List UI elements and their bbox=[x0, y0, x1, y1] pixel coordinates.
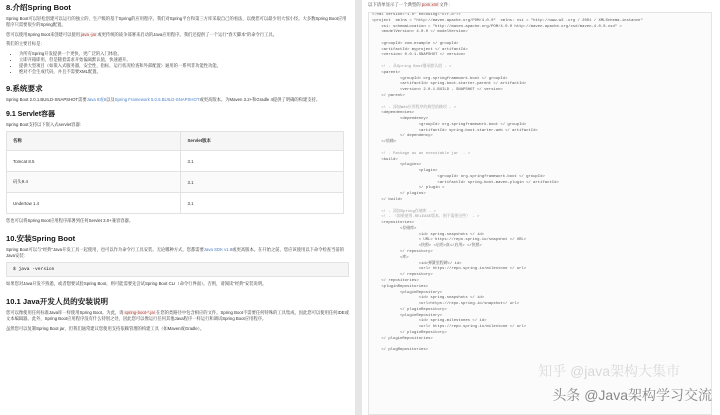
code-line: <?xml version="1.0" encoding="UTF-8"?> bbox=[372, 13, 461, 17]
code-line: <快照> <启用>真</启用> </快照> bbox=[372, 244, 482, 249]
code-line: <id> spring-snapshots </ id> bbox=[372, 296, 485, 301]
code-line: <version> 0.0.1-SNAPSHOT </ version> bbox=[372, 53, 466, 58]
inline-code-pom-xml: pom.xml bbox=[421, 2, 439, 7]
table-cell: 3.1 bbox=[181, 151, 344, 172]
code-line: <groupId> org.springframework.boot </ groupId> bbox=[372, 174, 545, 179]
code-line: <project xmlns = "http://maven.apache.org/POM/4.0.0" xmlns: xsi = "http://www.w3 .org / 2001 / XMLSchema-instance" bbox=[372, 18, 643, 23]
code-line: </ dependency> bbox=[372, 134, 433, 139]
code-line: <! - 添加Web应用程序的典型依赖项 - > bbox=[372, 105, 457, 110]
watermark-toutiao: 头条 @Java架构学习交流 bbox=[552, 387, 712, 403]
intro-paragraph-2: 您可以使用Spring Boot来创建可以使用java -jar或更传统的战争部署来启动的Java应用程序。我们还提供了一个运行"春天脚本"的命令行工具。 bbox=[6, 31, 278, 37]
code-line: </ pluginRepository> bbox=[372, 307, 447, 312]
code-line: <plugin> bbox=[372, 169, 438, 174]
java-sdk-link[interactable]: Java SDK v1.8 bbox=[203, 246, 233, 252]
java-version-command: $ java -version bbox=[6, 262, 349, 277]
goals-intro: 我们的主要目标是： bbox=[6, 41, 45, 47]
code-line: </ repository> bbox=[372, 250, 433, 255]
java-install-paragraph: 您可以像使用任何标准Java库一样使用Spring Boot。为此，请spring-boot-*.jar在您的类路径中包含相应的文件。Spring Boot不需要任何特殊的工具集成，因此您可以使用任何IDE或文本编辑器。此外，Spring Boot应用程序没有什么特别之处，因此您可以像运行任何其他Java程序一样运行和调试Spring Boot应用程序。 bbox=[6, 309, 349, 322]
code-line: </ plugin > bbox=[372, 186, 445, 191]
pom-xml-code-block bbox=[368, 12, 712, 415]
java-version-link[interactable]: Java 8或9 bbox=[86, 97, 107, 103]
column-header-servlet-version: Servlet版本 bbox=[181, 132, 344, 151]
code-line: <build> bbox=[372, 157, 398, 162]
new-to-java-paragraph: 如果您对Java开发不熟悉，或者想要试验Spring Boot，则可能需要先尝试Spring Boot CLI（命令行界面）。否则，请阅读"经典"安装说明。 bbox=[6, 281, 267, 287]
code-line: < URL> https://repo.spring.io/snapshot </ URL> bbox=[372, 238, 527, 243]
table-row bbox=[7, 193, 344, 214]
code-line: <version> 2.0.1.BUILD - SNAPSHOT </ version> bbox=[372, 88, 503, 93]
system-requirements-paragraph: Spring Boot 2.0.1.BUILD-SNAPSHOT需要Java 8或9以及Spring Framework 5.0.5.BUILD-SNAPSHOT或更高版本。为Maven 3.2+和Gradle 4提供了明确的构建支持。 bbox=[6, 97, 321, 103]
heading-system-requirements: 9.系统要求 bbox=[6, 84, 43, 94]
table-row bbox=[7, 172, 344, 193]
code-line: <modelVersion> 4.0.0 </ modelVersion> bbox=[372, 30, 468, 35]
code-line: <dependencies> bbox=[372, 111, 415, 116]
code-line: </ repositories> bbox=[372, 278, 419, 283]
code-line: <! - 添加Spring存储库 - > bbox=[372, 209, 436, 214]
code-line: <plugins> bbox=[372, 163, 422, 168]
column-header-name: 名称 bbox=[7, 132, 181, 151]
code-line: <groupId> org.springframework.boot </ groupId> bbox=[372, 122, 527, 127]
pom-intro: 以下清单显示了一个典型的pom.xml文件： bbox=[368, 2, 453, 7]
inline-code-spring-boot-jar: spring-boot-*.jar bbox=[124, 309, 156, 315]
build-tool-paragraph: 虽然您可以复制Spring Boot jar，但我们通常建议您使用支持依赖管理的构建工具（如Maven或Gradle）。 bbox=[6, 325, 205, 331]
code-line: <artifactId> myproject </ artifactId> bbox=[372, 47, 468, 52]
code-line: <artifactId> spring-boot-starter-parent </ artifactId> bbox=[372, 82, 527, 87]
code-line: <库> bbox=[372, 255, 409, 260]
left-document-page bbox=[0, 0, 355, 415]
table-cell: Tomcat 8.5 bbox=[7, 151, 181, 172]
code-line: <groupId> org.springframework.boot </ groupId> bbox=[372, 76, 508, 81]
page-divider bbox=[355, 0, 362, 415]
code-line: </依赖> bbox=[372, 140, 397, 145]
code-line: </ build> bbox=[372, 198, 403, 202]
table-row bbox=[7, 151, 344, 172]
code-line: <url>https://repo.spring.io/snapshot</ url> bbox=[372, 302, 520, 307]
code-line: <! - （如果使用.RELEASE版本，则不需要这些） - > bbox=[372, 215, 480, 220]
heading-servlet-containers: 9.1 Servlet容器 bbox=[6, 110, 56, 118]
code-line: <! - 从Spring Boot继承默认值 - > bbox=[372, 65, 452, 70]
install-paragraph: Spring Boot可以与"经典"Java开发工具一起使用，也可以作为命令行工具安装。无论哪种方式，您都需要Java SDK v1.8或更高版本。在开始之前，您应该使用以下命令检查当前的Java安装： bbox=[6, 246, 344, 259]
code-line: <url> https://repo.spring.io/milestone </ url> bbox=[372, 325, 527, 330]
goal-item: • 提供大型项目（如嵌入式服务器，安全性，指标，运行状况检查和外部配置）通用的一系列非功能性功能。 bbox=[19, 63, 349, 69]
table-cell: 3.1 bbox=[181, 172, 344, 193]
table-cell: Undertow 1.4 bbox=[7, 193, 181, 214]
code-line: </ pluginRepository> bbox=[372, 330, 447, 335]
code-line: <url> https://repo.spring.io/milestone </ url> bbox=[372, 267, 527, 272]
right-document-page bbox=[362, 0, 720, 415]
code-line: <id> spring-snapshots </ id> bbox=[372, 232, 485, 237]
goal-item: • 为所有Spring开发提供一个更快，更广泛的入门体验。 bbox=[19, 51, 349, 57]
code-line: <parent> bbox=[372, 70, 401, 75]
code-line: <存储库> bbox=[372, 226, 417, 231]
code-line: <pluginRepositories> bbox=[372, 284, 429, 289]
servlet-intro: Spring Boot支持以下嵌入式servlet容器： bbox=[6, 121, 85, 127]
code-line: </ pluginRepositories> bbox=[372, 336, 433, 341]
code-line: <repositories> bbox=[372, 221, 415, 226]
code-line: <! - Package as an executable jar - > bbox=[372, 151, 471, 156]
heading-introducing-spring-boot: 8.介绍Spring Boot bbox=[6, 3, 71, 12]
servlet-container-table bbox=[6, 131, 344, 214]
code-line: </ repository> bbox=[372, 273, 433, 278]
goals-list bbox=[6, 51, 349, 76]
inline-code-java-jar: java -jar bbox=[81, 31, 97, 37]
table-header-row bbox=[7, 132, 344, 151]
table-cell: 码头9.4 bbox=[7, 172, 181, 193]
code-line: <artifactId> spring-boot-starter-web </ artifactId> bbox=[372, 128, 538, 133]
code-line: <artifactId> spring-boot-maven-plugin </ artifactId> bbox=[372, 180, 559, 185]
heading-java-developer-install: 10.1 Java开发人员的安装说明 bbox=[6, 296, 109, 306]
code-line: </ plugins> bbox=[372, 192, 426, 197]
code-line: xsi: schemaLocation = "http://maven.apache.org/POM/4.0.0 http://maven.apache.org/xsd/maven-4.0.0.xsd" > bbox=[372, 24, 622, 29]
code-line: <dependency> bbox=[372, 117, 429, 122]
goal-item: • 绝对不会生成代码，并且不需要XML配置。 bbox=[19, 69, 349, 75]
code-line: </ plugRepositories> bbox=[372, 348, 429, 353]
deploy-paragraph: 您也可以将Spring Boot应用程序部署到任何Servlet 3.0+兼容容器。 bbox=[6, 218, 134, 224]
intro-paragraph-1: Spring Boot可以轻松创建可以运行的独立的，生产级的基于Spring的应用程序。我们对Spring平台和第三方库采取自己的看法，以便您可以最少用大惊小怪。大多数Spring Boot应用程序只需要很少的Spring配置。 bbox=[6, 16, 347, 28]
code-line: </ parent> bbox=[372, 93, 405, 98]
code-line: <pluginRepository> bbox=[372, 313, 443, 318]
spring-framework-link[interactable]: Spring Framework 5.0.5.BUILD-SNAPSHOT bbox=[114, 97, 200, 103]
watermark-zhihu: 知乎 @java架构大集市 bbox=[538, 363, 680, 379]
code-line: <pluginRepository> bbox=[372, 290, 443, 295]
code-line: <id> spring-milestones </ id> bbox=[372, 319, 487, 324]
goal-item: • 立即开箱即用，但是随着需求开始偏离默认值，快速避开。 bbox=[19, 57, 349, 63]
code-line: <id>弹簧里程碑</ id> bbox=[372, 261, 462, 266]
code-line: <groupId> com.example </ groupId> bbox=[372, 41, 459, 46]
table-cell: 3.1 bbox=[181, 193, 344, 214]
heading-installing-spring-boot: 10.安装Spring Boot bbox=[6, 233, 76, 243]
